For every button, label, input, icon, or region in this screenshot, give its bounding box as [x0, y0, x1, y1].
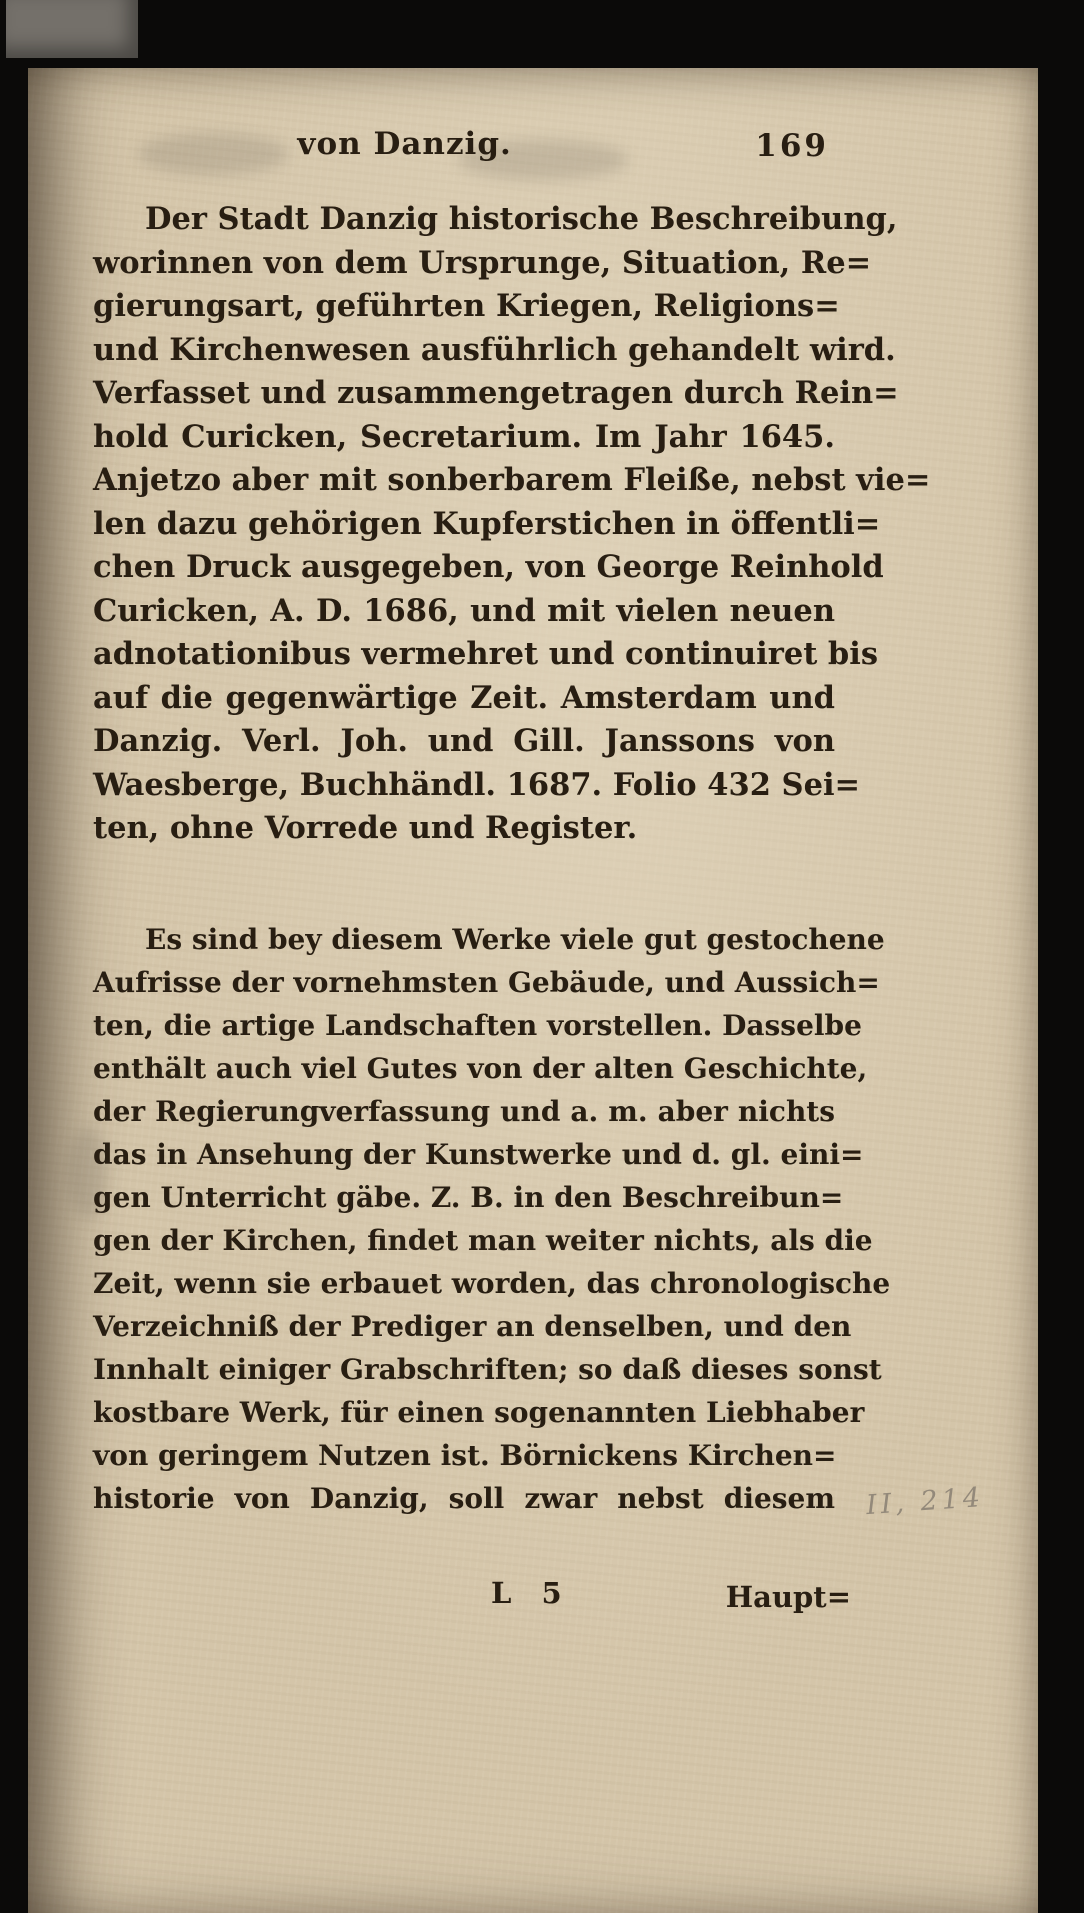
text-line: historie von Danzig, soll zwar nebst diesem — [93, 1482, 835, 1515]
text-line: Anjetzo aber mit sonberbarem Fleiße, nebst vie= — [93, 462, 931, 498]
text-line: der Regierungverfassung und a. m. aber nichts — [93, 1095, 835, 1128]
scanner-corner-artifact — [6, 0, 138, 58]
text-line: len dazu gehörigen Kupferstichen in öffentli= — [93, 505, 881, 542]
book-page — [28, 68, 1038, 1913]
text-line: von geringem Nutzen ist. Börnickens Kirchen= — [93, 1439, 837, 1472]
text-line: Der Stadt Danzig historische Beschreibung, — [145, 201, 898, 237]
text-line: Innhalt einiger Grabschriften; so daß dieses sonst — [93, 1353, 882, 1386]
text-line: Es sind bey diesem Werke viele gut gestochene — [145, 923, 885, 956]
signature-mark: L 5 — [491, 1576, 572, 1610]
text-line: ten, ohne Vorrede und Register. — [93, 810, 638, 846]
paragraph-commentary — [93, 918, 891, 1520]
text-line: auf die gegenwärtige Zeit. Amsterdam und — [93, 679, 835, 716]
catchword: Haupt= — [725, 1580, 851, 1614]
text-line: Danzig. Verl. Joh. und Gill. Janssons von — [93, 723, 835, 759]
text-line: gen Unterricht gäbe. Z. B. in den Beschreibun= — [93, 1181, 844, 1214]
text-line: Curicken, A. D. 1686, und mit vielen neuen — [93, 592, 835, 629]
text-line: Aufrisse der vornehmsten Gebäude, und Aussich= — [93, 966, 880, 999]
text-line: das in Ansehung der Kunstwerke und d. gl. eini= — [93, 1138, 864, 1171]
text-line: Verzeichniß der Prediger an denselben, und den — [93, 1310, 852, 1343]
text-line: gen der Kirchen, findet man weiter nichts, als die — [93, 1224, 873, 1257]
running-title: von Danzig. — [297, 126, 512, 162]
paragraph-book-description — [93, 198, 931, 851]
text-line: Zeit, wenn sie erbauet worden, das chronologische — [93, 1267, 891, 1300]
text-line: Waesberge, Buchhändl. 1687. Folio 432 Sei= — [93, 766, 861, 803]
text-line: Verfasset und zusammengetragen durch Rein= — [93, 375, 899, 411]
handwritten-annotation: II, 214 — [865, 1481, 985, 1522]
text-line: gierungsart, geführten Kriegen, Religions= — [93, 288, 840, 324]
text-line: adnotationibus vermehret und continuiret bis — [93, 636, 879, 672]
text-line: chen Druck ausgegeben, von George Reinhold — [93, 549, 884, 585]
text-line: und Kirchenwesen ausführlich gehandelt wird. — [93, 331, 896, 368]
text-line: enthält auch viel Gutes von der alten Geschichte, — [93, 1052, 868, 1085]
page-header — [93, 126, 835, 176]
text-line: ten, die artige Landschaften vorstellen. Dasselbe — [93, 1009, 862, 1042]
page-number: 169 — [755, 128, 829, 164]
page-footer — [93, 1576, 851, 1622]
text-line: hold Curicken, Secretarium. Im Jahr 1645. — [93, 418, 835, 455]
text-line: kostbare Werk, für einen sogenannten Liebhaber — [93, 1396, 865, 1429]
text-line: worinnen von dem Ursprunge, Situation, Re= — [93, 244, 872, 281]
